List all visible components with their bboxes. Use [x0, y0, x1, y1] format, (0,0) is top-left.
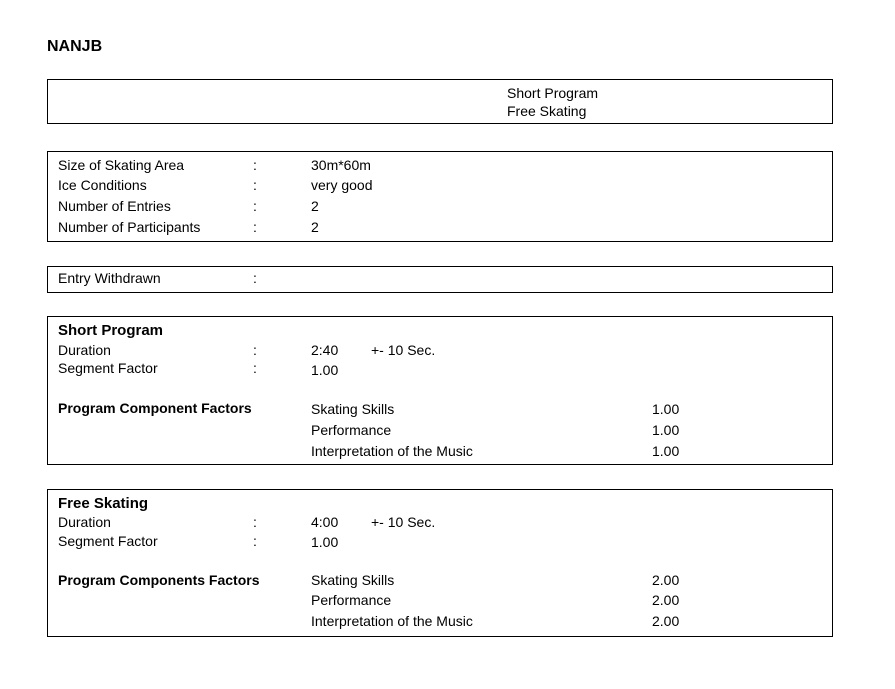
free-skating-heading: Free Skating: [58, 495, 149, 512]
sp-pcf-label: Program Component Factors: [58, 400, 252, 416]
sp-duration-sep: :: [253, 342, 257, 358]
withdrawn-sep: :: [253, 270, 257, 286]
fs-component-factor: 2.00: [652, 613, 680, 629]
segment-name-free: Free Skating: [507, 103, 587, 119]
venue-value-ice: very good: [311, 177, 373, 193]
short-program-heading: Short Program: [58, 322, 164, 339]
venue-label-size: Size of Skating Area: [58, 157, 185, 173]
venue-value-entries: 2: [311, 198, 319, 214]
fs-duration-sep: :: [253, 514, 257, 530]
free-skating-box: [47, 489, 833, 637]
venue-value-size: 30m*60m: [311, 157, 371, 173]
fs-factor-label: Segment Factor: [58, 533, 158, 549]
sp-factor-sep: :: [253, 360, 257, 376]
sp-duration-tolerance: +- 10 Sec.: [371, 342, 436, 358]
venue-label-participants: Number of Participants: [58, 219, 201, 235]
fs-pcf-label: Program Components Factors: [58, 572, 260, 588]
sp-component-factor: 1.00: [652, 422, 680, 438]
sp-factor-value: 1.00: [311, 362, 339, 378]
venue-sep-size: :: [253, 157, 257, 173]
fs-factor-value: 1.00: [311, 534, 339, 550]
sp-duration-label: Duration: [58, 342, 111, 358]
sp-component-name: Skating Skills: [311, 401, 395, 417]
sp-factor-label: Segment Factor: [58, 360, 158, 376]
venue-sep-participants: :: [253, 219, 257, 235]
venue-sep-entries: :: [253, 198, 257, 214]
fs-component-factor: 2.00: [652, 572, 680, 588]
segment-name-short: Short Program: [507, 85, 599, 101]
fs-duration-tolerance: +- 10 Sec.: [371, 514, 436, 530]
fs-component-name: Performance: [311, 592, 392, 608]
fs-component-name: Interpretation of the Music: [311, 613, 473, 629]
sp-component-name: Interpretation of the Music: [311, 443, 473, 459]
segments-box: [47, 79, 833, 124]
sp-duration-value: 2:40: [311, 342, 339, 358]
sp-component-name: Performance: [311, 422, 392, 438]
venue-label-entries: Number of Entries: [58, 198, 171, 214]
venue-sep-ice: :: [253, 177, 257, 193]
short-program-box: [47, 316, 833, 465]
withdrawn-label: Entry Withdrawn: [58, 270, 161, 286]
venue-value-participants: 2: [311, 219, 319, 235]
venue-info-box: [47, 151, 833, 242]
sp-component-factor: 1.00: [652, 443, 680, 459]
fs-component-name: Skating Skills: [311, 572, 395, 588]
fs-duration-label: Duration: [58, 514, 111, 530]
document-title: NANJB: [47, 38, 103, 55]
sp-component-factor: 1.00: [652, 401, 680, 417]
fs-factor-sep: :: [253, 533, 257, 549]
withdrawn-box: [47, 266, 833, 293]
fs-component-factor: 2.00: [652, 592, 680, 608]
fs-duration-value: 4:00: [311, 514, 339, 530]
venue-label-ice: Ice Conditions: [58, 177, 147, 193]
